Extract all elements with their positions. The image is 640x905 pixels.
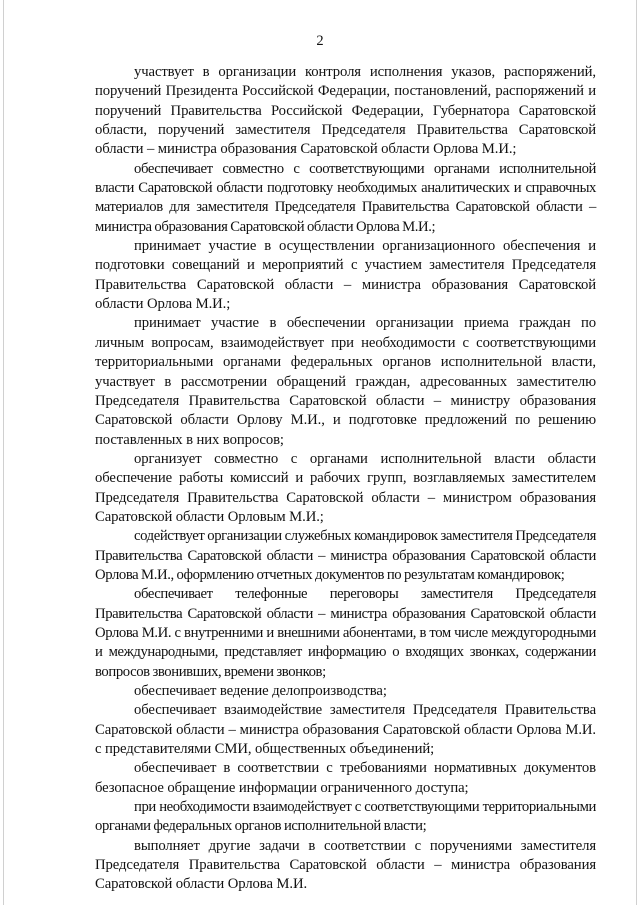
paragraph-4: принимает участие в обеспечении организации приема граждан по личным вопросам, взаимодействует при необходимости с соответствующими территориальными органами федеральных органов исполнительной власти, участвует в рассмотрении обращений граждан, адресованных заместителю Председателя Правительства Саратовской области – министру образования Саратовской области Орлову М.И., и подготовке предложений по решению поставленных в них вопросов; xyxy=(95,315,596,448)
scan-edge-right xyxy=(636,0,637,905)
paragraph-6: содействует организации служебных командировок заместителя Председателя Правительства Саратовской области – министра образования Саратовской области Орлова М.И., оформлению отчетных документов по результатам командировок; xyxy=(95,528,596,583)
paragraph-3: принимает участие в осуществлении организационного обеспечения и подготовки совещаний и мероприятий с участием заместителя Председателя Правительства Саратовской области – министра образования Саратовской области Орлова М.И.; xyxy=(95,238,596,313)
paragraph-11: при необходимости взаимодействует с соответствующими территориальными органами федеральных органов исполнительной власти; xyxy=(95,799,596,835)
paragraph-5: организует совместно с органами исполнительной власти области обеспечение работы комиссий и рабочих групп, возглавляемых заместителем Председателя Правительства Саратовской области – министром образования Саратовской области Орловым М.И.; xyxy=(95,450,596,525)
paragraph-8: обеспечивает ведение делопроизводства; xyxy=(134,683,387,699)
scan-edge-left xyxy=(3,0,4,905)
paragraph-12: выполняет другие задачи в соответствии с поручениями заместителя Председателя Правительства Саратовской области – министра образования Саратовской области Орлова М.И. xyxy=(95,837,596,893)
page-number: 2 xyxy=(316,33,324,49)
paragraph-7: обеспечивает телефонные переговоры заместителя Председателя Правительства Саратовской области – министра образования Саратовской области Орлова М.И. с внутренними и внешними абонентами, в том числе междугородными и международными, представляет информацию о входящих звонках, содержании вопросов звонивших, времени звонков; xyxy=(95,586,596,680)
document-body xyxy=(95,63,596,895)
paragraph-2: обеспечивает совместно с соответствующими органами исполнительной власти Саратовской области подготовку необходимых аналитических и справочных материалов для заместителя Председателя Правительства Саратовской области – министра образования Саратовской области Орлова М.И.; xyxy=(95,160,596,235)
paragraph-10: обеспечивает в соответствии с требованиями нормативных документов безопасное обращение информации ограниченного доступа; xyxy=(95,760,596,796)
paragraph-9: обеспечивает взаимодействие заместителя Председателя Правительства Саратовской области – министра образования Саратовской области Орлова М.И. с представителями СМИ, общественных объединений; xyxy=(95,702,596,758)
paragraph-1: участвует в организации контроля исполнения указов, распоряжений, поручений Президента Российской Федерации, постановлений, распоряжений и поручений Правительства Российской Федерации, Губернатора Саратовской области, поручений заместителя Председателя Правительства Саратовской области – министра образования Саратовской области Орлова М.И.; xyxy=(95,64,596,158)
